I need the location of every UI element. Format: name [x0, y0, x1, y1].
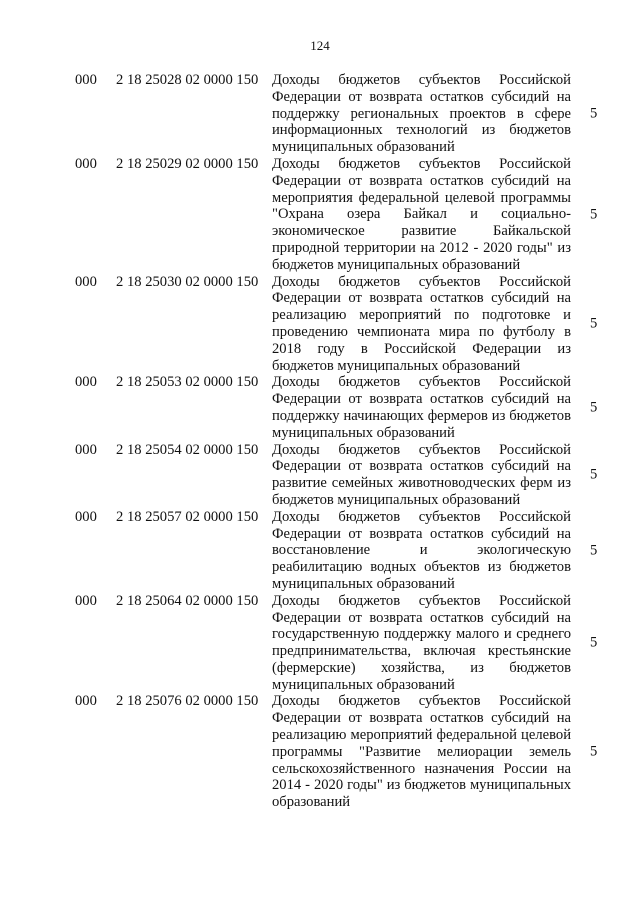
table-row — [0, 374, 640, 441]
budget-classification-code: 2 18 25030 02 0000 150 — [116, 273, 259, 290]
revenue-description: Доходы бюджетов субъектов Российской Федерации от возврата остатков субсидий на восстановление и экологическую реабилитацию водных объектов из бюджетов муниципальных образований — [272, 508, 571, 592]
table-row — [0, 274, 640, 375]
admin-code: 000 — [75, 441, 97, 458]
row-value: 5 — [590, 634, 598, 651]
budget-classification-code: 2 18 25076 02 0000 150 — [116, 693, 259, 710]
table-row — [0, 693, 640, 811]
budget-classification-code: 2 18 25057 02 0000 150 — [116, 508, 259, 525]
table-row — [0, 156, 640, 274]
revenue-description: Доходы бюджетов субъектов Российской Федерации от возврата остатков субсидий на поддержку региональных проектов в сфере информационных технологий из бюджетов муниципальных образований — [272, 72, 571, 156]
revenue-description: Доходы бюджетов субъектов Российской Федерации от возврата остатков субсидий на мероприятия федеральной целевой программы "Охрана озера Байкал и социально-экономическое развитие Байкальской природной территории на 2012 - 2020 годы" из бюджетов муниципальных образований — [272, 155, 571, 273]
budget-classification-code: 2 18 25064 02 0000 150 — [116, 592, 259, 609]
row-value: 5 — [590, 315, 598, 332]
admin-code: 000 — [75, 273, 97, 290]
admin-code: 000 — [75, 72, 97, 88]
revenue-description: Доходы бюджетов субъектов Российской Федерации от возврата остатков субсидий на поддержку начинающих фермеров из бюджетов муниципальных образований — [272, 374, 571, 441]
budget-classification-code: 2 18 25028 02 0000 150 — [116, 72, 259, 88]
revenue-description: Доходы бюджетов субъектов Российской Федерации от возврата остатков субсидий на государственную поддержку малого и среднего предпринимательства, включая крестьянские (фермерские) хозяйства, из бюджетов муниципальных образований — [272, 592, 571, 693]
budget-classification-code: 2 18 25029 02 0000 150 — [116, 155, 259, 172]
table-row — [0, 593, 640, 694]
table-row — [0, 442, 640, 509]
row-value: 5 — [590, 542, 598, 559]
revenue-description: Доходы бюджетов субъектов Российской Федерации от возврата остатков субсидий на развитие семейных животноводческих ферм из бюджетов муниципальных образований — [272, 441, 571, 508]
row-value: 5 — [590, 399, 598, 416]
row-value: 5 — [590, 105, 598, 122]
admin-code: 000 — [75, 592, 97, 609]
admin-code: 000 — [75, 155, 97, 172]
row-value: 5 — [590, 743, 598, 760]
revenue-description: Доходы бюджетов субъектов Российской Федерации от возврата остатков субсидий на реализацию мероприятий федеральной целевой программы "Развитие мелиорации земель сельскохозяйственного назначения России на 2014 - 2020 годы" из бюджетов муниципальных образований — [272, 693, 571, 811]
table-row — [0, 509, 640, 593]
budget-classification-code: 2 18 25053 02 0000 150 — [116, 374, 259, 391]
revenue-description: Доходы бюджетов субъектов Российской Федерации от возврата остатков субсидий на реализацию мероприятий по подготовке и проведению чемпионата мира по футболу в 2018 году в Российской Федерации из бюджетов муниципальных образований — [272, 273, 571, 374]
row-value: 5 — [590, 466, 598, 483]
admin-code: 000 — [75, 374, 97, 391]
admin-code: 000 — [75, 693, 97, 710]
page-number: 124 — [310, 38, 330, 53]
budget-classification-code: 2 18 25054 02 0000 150 — [116, 441, 259, 458]
budget-code-table — [0, 72, 640, 811]
row-value: 5 — [590, 206, 598, 223]
admin-code: 000 — [75, 508, 97, 525]
table-row — [0, 72, 640, 156]
